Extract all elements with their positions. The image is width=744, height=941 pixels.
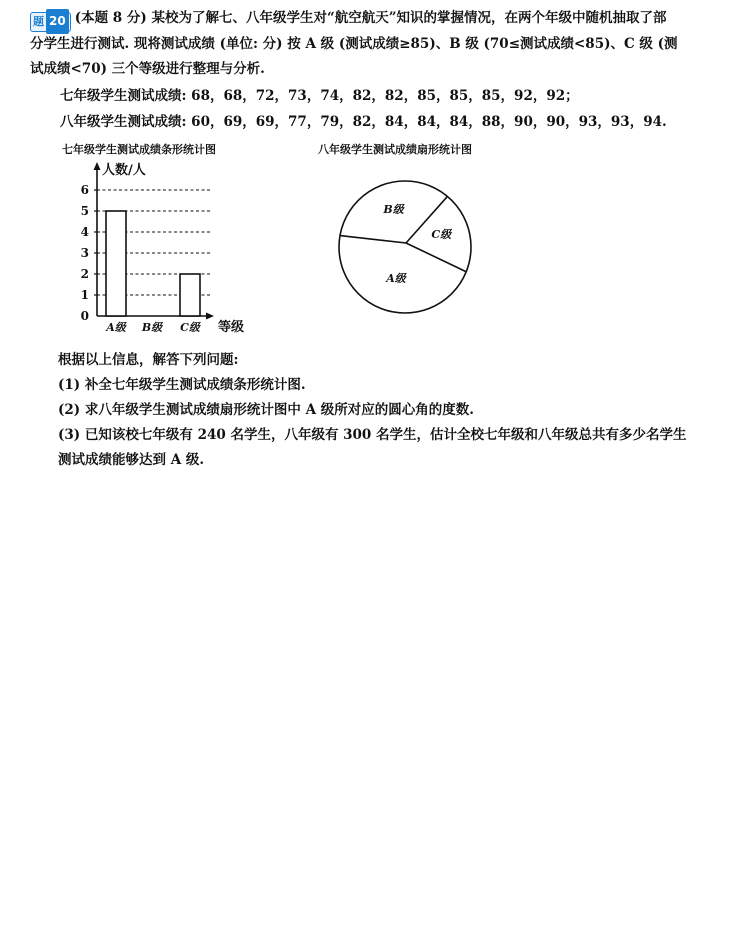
bar-bars: [106, 211, 200, 316]
x-label-1: A级: [106, 321, 126, 334]
y-tick-label-4: 4: [80, 225, 89, 239]
x-label-3: C级: [180, 321, 200, 334]
pie-outline: [339, 181, 471, 313]
y-axis-arrow: [94, 162, 101, 170]
grade7-scores: 七年级学生测试成绩: 68，68，72，73，74，82，82，85，85，85，92，92；: [60, 88, 579, 104]
problem-line-1: [30, 6, 722, 32]
question-2: (2) 求八年级学生测试成绩扇形统计图中 A 级所对应的圆心角的度数.: [58, 402, 474, 418]
intro-text-1: (本题 8 分) 某校为了解七、八年级学生对“航空航天”知识的掌握情况，在两个年级中随机抽取了部: [74, 10, 667, 26]
y-tick-label-2: 2: [80, 267, 89, 281]
pie-label-1: B级: [383, 202, 404, 216]
pie-label-3: A级: [386, 271, 406, 285]
bar-chart-title: 七年级学生测试成绩条形统计图: [62, 143, 216, 156]
y-tick-label-5: 5: [80, 204, 89, 218]
y-tick-label-3: 3: [80, 246, 89, 260]
problem-number-badge: [30, 12, 71, 32]
bar-1: [106, 211, 126, 316]
badge-number: 20: [46, 9, 69, 34]
bar-3: [180, 274, 200, 316]
x-label-2: B级: [141, 321, 163, 334]
x-axis-label: 等级: [218, 320, 245, 335]
questions-lead: 根据以上信息，解答下列问题:: [58, 352, 239, 368]
y-tick-label-0: 0: [80, 309, 89, 323]
intro-text-2: 分学生进行测试. 现将测试成绩 (单位: 分) 按 A 级 (测试成绩≥85)、B 级 (70≤测试成绩<85)、C 级 (测: [30, 35, 678, 52]
question-3-line-1: (3) 已知该校七年级有 240 名学生，八年级有 300 名学生，估计全校七年级和八年级总共有多少名学生: [58, 427, 687, 443]
bar-y-ticks: [81, 183, 97, 323]
badge-prefix: 题: [33, 15, 44, 28]
y-tick-label-6: 6: [80, 183, 89, 197]
bar-x-labels: [105, 321, 202, 334]
pie-chart: [334, 180, 476, 314]
question-1: (1) 补全七年级学生测试成绩条形统计图.: [58, 377, 306, 393]
problem-statement: [30, 6, 722, 82]
y-axis-label: 人数/人: [102, 163, 146, 178]
pie-chart-title: 八年级学生测试成绩扇形统计图: [318, 143, 472, 156]
intro-text-3: 试成绩<70) 三个等级进行整理与分析.: [30, 60, 265, 77]
pie-label-2: C级: [431, 228, 452, 242]
x-axis-arrow: [206, 313, 214, 320]
question-3-line-2: 测试成绩能够达到 A 级.: [58, 452, 205, 468]
y-tick-label-1: 1: [80, 288, 89, 302]
questions: [58, 348, 718, 473]
bar-chart: [60, 156, 260, 338]
grade8-scores: 八年级学生测试成绩: 60，69，69，77，79，82，84，84，84，88，90，90，93，93，94.: [60, 114, 667, 130]
